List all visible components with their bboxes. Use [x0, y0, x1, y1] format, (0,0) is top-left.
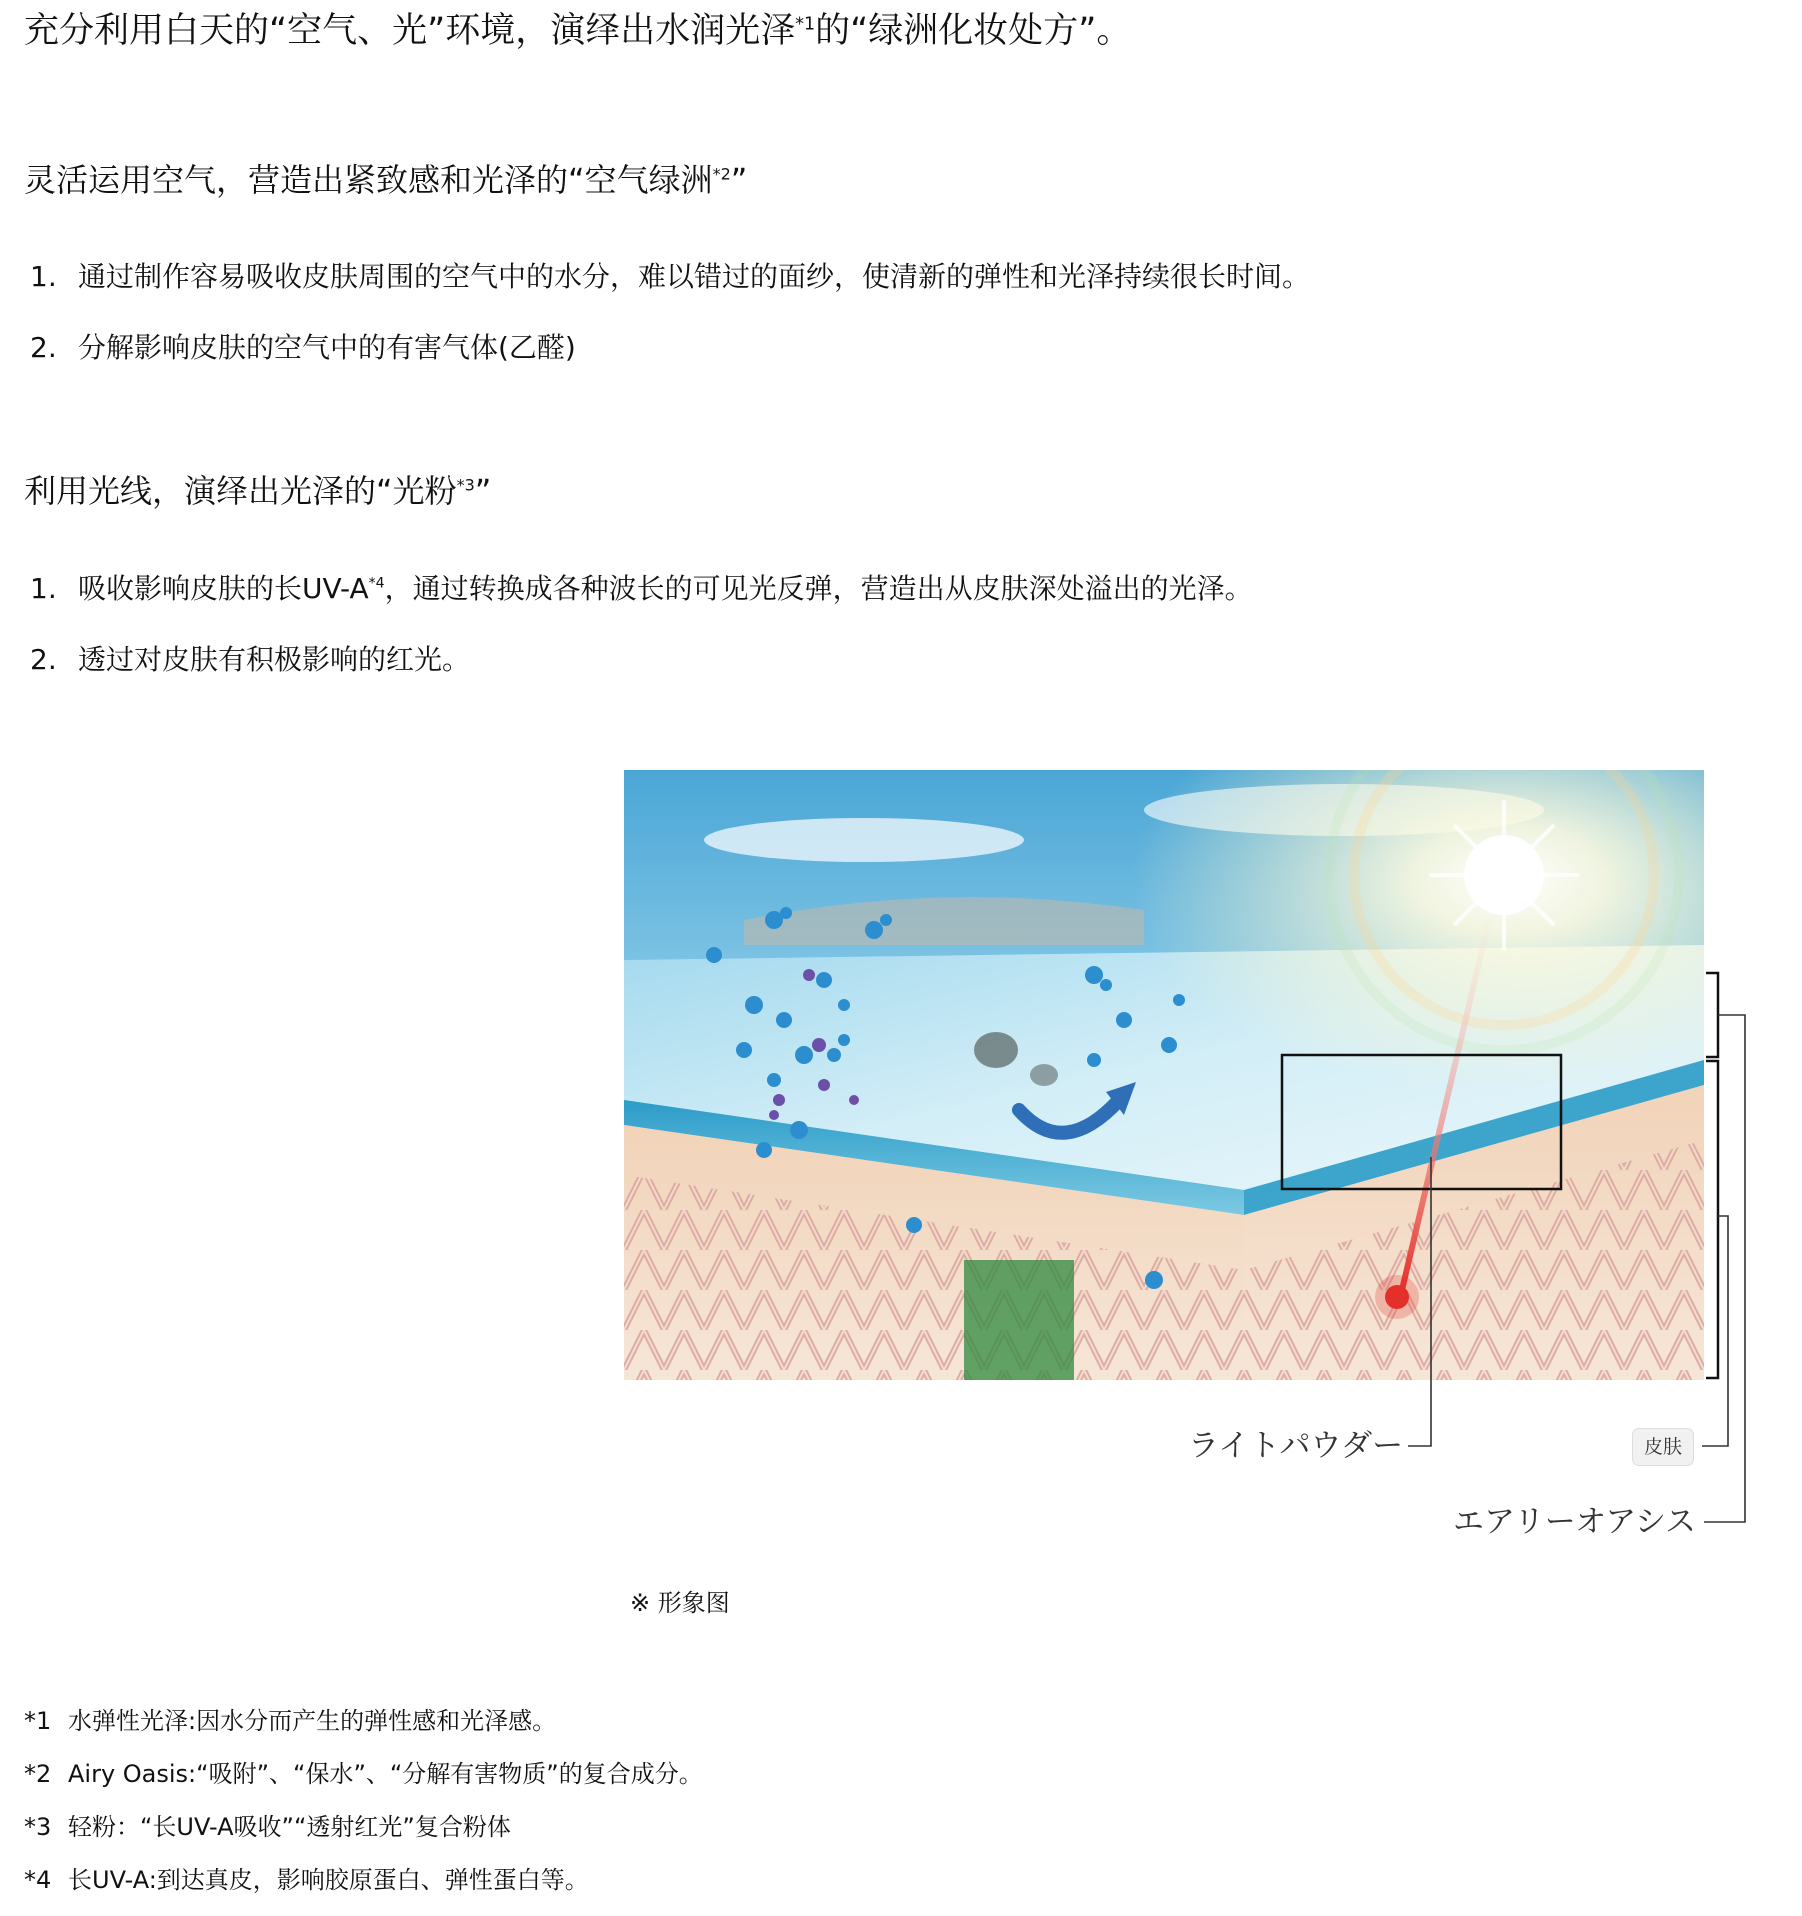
footnote-ref-3[interactable]: *3	[456, 475, 475, 495]
label-light-powder: ライトパウダー	[1188, 1428, 1404, 1464]
list-item: 2. 分解影响皮肤的空气中的有害气体(乙醛)	[30, 331, 576, 364]
list-item: 2. 透过对皮肤有积极影响的红光。	[30, 643, 471, 676]
label-skin-badge: 皮肤	[1632, 1428, 1694, 1466]
label-airy-oasis: エアリーオアシス	[1453, 1504, 1697, 1540]
footnote-ref-4[interactable]: *4	[368, 575, 385, 592]
air-oasis-list	[30, 257, 1310, 368]
intro-heading: 充分利用白天的“空气、光”环境，演绎出水润光泽$^{*1}$的“绿洲化妆处方”。	[24, 11, 1132, 51]
section-title-air-oasis: 灵活运用空气，营造出紧致感和光泽的“空气绿洲$^{*2}$”	[24, 161, 748, 199]
section-title-light-powder: 利用光线，演绎出光泽的“光粉$^{*3}$”	[24, 472, 492, 510]
bracket-icon	[1706, 973, 1718, 1378]
footnotes	[24, 1703, 703, 1898]
footnote-ref-2[interactable]: *2	[712, 164, 731, 184]
light-powder-list	[30, 569, 1253, 680]
footnote-item: *2 Airy Oasis:“吸附”、“保水”、“分解有害物质”的复合成分。	[24, 1760, 703, 1788]
footnote-ref-1[interactable]: *1	[795, 14, 816, 35]
figure-caption: ※ 形象图	[630, 1589, 730, 1617]
footnote-item: *4 长UV-A:到达真皮，影响胶原蛋白、弹性蛋白等。	[24, 1866, 589, 1894]
footnote-item: *3 轻粉：“长UV-A吸收”“透射红光”复合粉体	[24, 1813, 511, 1841]
skin-illustration	[624, 770, 1704, 1380]
list-item: 1. 吸收影响皮肤的长$UV-A^{*4}$，通过转换成各种波长的可见光反弹，营造出从皮肤深处溢出的光泽。	[30, 572, 1253, 605]
footnote-item: *1 水弹性光泽:因水分而产生的弹性感和光泽感。	[24, 1707, 557, 1735]
list-item: 1. 通过制作容易吸收皮肤周围的空气中的水分，难以错过的面纱，使清新的弹性和光泽持续很长时间。	[30, 260, 1311, 293]
